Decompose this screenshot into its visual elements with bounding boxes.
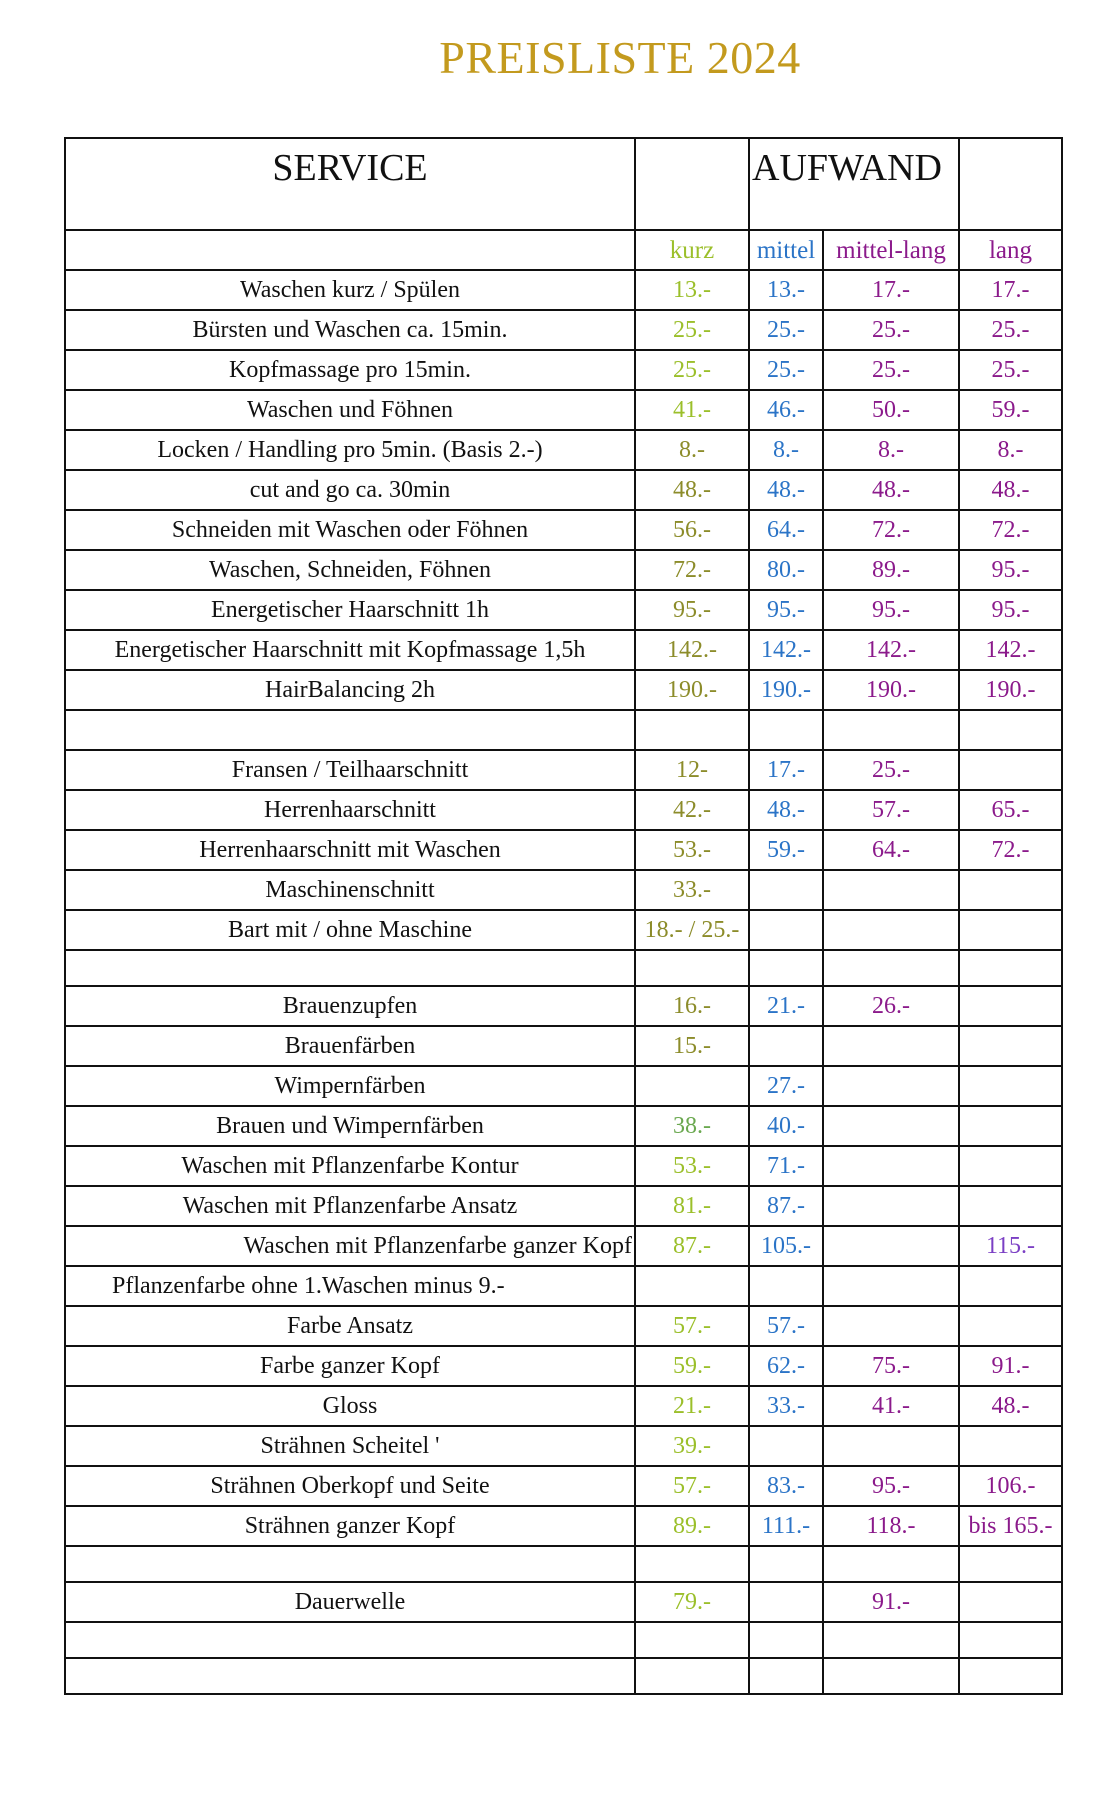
price-kurz: 25.- — [635, 350, 749, 390]
price-lang: 59.- — [959, 390, 1062, 430]
price-mittel: 57.- — [749, 1306, 823, 1346]
price-kurz: 13.- — [635, 270, 749, 310]
price-kurz — [635, 1266, 749, 1306]
price-mittel: 83.- — [749, 1466, 823, 1506]
column-header-mittel: mittel — [749, 230, 823, 270]
price-mittel-lang — [823, 1546, 959, 1582]
service-name: Brauen und Wimpernfärben — [65, 1106, 635, 1146]
price-mittel-lang: 75.- — [823, 1346, 959, 1386]
price-mittel — [749, 1658, 823, 1694]
price-mittel-lang: 118.- — [823, 1506, 959, 1546]
price-lang — [959, 710, 1062, 750]
price-lang: 142.- — [959, 630, 1062, 670]
price-lang: 95.- — [959, 550, 1062, 590]
service-name: Waschen und Föhnen — [65, 390, 635, 430]
table-row — [65, 910, 1062, 950]
price-kurz: 53.- — [635, 830, 749, 870]
price-mittel — [749, 1582, 823, 1622]
table-row — [65, 750, 1062, 790]
price-lang — [959, 1426, 1062, 1466]
price-kurz: 56.- — [635, 510, 749, 550]
aufwand-header: AUFWAND — [749, 138, 959, 230]
price-mittel-lang: 91.- — [823, 1582, 959, 1622]
service-name — [65, 1658, 635, 1694]
price-lang — [959, 950, 1062, 986]
table-row — [65, 870, 1062, 910]
table-row — [65, 1026, 1062, 1066]
price-kurz: 53.- — [635, 1146, 749, 1186]
table-row — [65, 590, 1062, 630]
table-row — [65, 390, 1062, 430]
price-mittel — [749, 710, 823, 750]
price-kurz: 57.- — [635, 1466, 749, 1506]
price-mittel — [749, 870, 823, 910]
price-lang — [959, 1622, 1062, 1658]
page-title: PREISLISTE 2024 — [439, 32, 801, 83]
price-mittel-lang: 57.- — [823, 790, 959, 830]
price-mittel-lang: 25.- — [823, 310, 959, 350]
table-row — [65, 986, 1062, 1026]
price-mittel-lang — [823, 1066, 959, 1106]
price-mittel — [749, 1266, 823, 1306]
price-mittel: 87.- — [749, 1186, 823, 1226]
price-kurz: 72.- — [635, 550, 749, 590]
price-mittel-lang: 190.- — [823, 670, 959, 710]
price-lang — [959, 910, 1062, 950]
price-kurz: 190.- — [635, 670, 749, 710]
price-lang: 17.- — [959, 270, 1062, 310]
price-lang: 72.- — [959, 510, 1062, 550]
price-mittel: 111.- — [749, 1506, 823, 1546]
price-lang — [959, 1106, 1062, 1146]
price-kurz — [635, 1546, 749, 1582]
price-mittel-lang — [823, 950, 959, 986]
price-mittel — [749, 910, 823, 950]
table-row — [65, 310, 1062, 350]
service-name: Fransen / Teilhaarschnitt — [65, 750, 635, 790]
table-row — [65, 1066, 1062, 1106]
table-row — [65, 470, 1062, 510]
price-mittel: 46.- — [749, 390, 823, 430]
price-kurz: 16.- — [635, 986, 749, 1026]
subheader-empty-cell — [65, 230, 635, 270]
price-mittel: 71.- — [749, 1146, 823, 1186]
service-name: Brauenfärben — [65, 1026, 635, 1066]
price-mittel-lang: 95.- — [823, 590, 959, 630]
price-lang: 48.- — [959, 1386, 1062, 1426]
price-mittel: 25.- — [749, 350, 823, 390]
price-kurz: 18.- / 25.- — [635, 910, 749, 950]
price-kurz: 48.- — [635, 470, 749, 510]
service-name: HairBalancing 2h — [65, 670, 635, 710]
price-mittel: 13.- — [749, 270, 823, 310]
price-lang — [959, 1658, 1062, 1694]
table-row — [65, 1506, 1062, 1546]
service-name: Bart mit / ohne Maschine — [65, 910, 635, 950]
price-mittel — [749, 1426, 823, 1466]
price-mittel-lang: 50.- — [823, 390, 959, 430]
price-mittel: 59.- — [749, 830, 823, 870]
price-kurz: 81.- — [635, 1186, 749, 1226]
service-name: Energetischer Haarschnitt mit Kopfmassage 1,5h — [65, 630, 635, 670]
spacer-row — [65, 1546, 1062, 1582]
price-mittel: 8.- — [749, 430, 823, 470]
table-row — [65, 1346, 1062, 1386]
service-name: Strähnen Scheitel ' — [65, 1426, 635, 1466]
price-kurz: 15.- — [635, 1026, 749, 1066]
price-mittel — [749, 950, 823, 986]
price-mittel-lang: 25.- — [823, 750, 959, 790]
price-lang: 190.- — [959, 670, 1062, 710]
table-row — [65, 1582, 1062, 1622]
price-lang: 72.- — [959, 830, 1062, 870]
spacer-row — [65, 950, 1062, 986]
price-kurz — [635, 1622, 749, 1658]
table-row — [65, 790, 1062, 830]
table-row — [65, 1386, 1062, 1426]
table-row — [65, 510, 1062, 550]
price-mittel: 142.- — [749, 630, 823, 670]
price-mittel: 95.- — [749, 590, 823, 630]
price-mittel: 190.- — [749, 670, 823, 710]
service-name: Strähnen Oberkopf und Seite — [65, 1466, 635, 1506]
price-mittel-lang: 41.- — [823, 1386, 959, 1426]
table-row — [65, 1186, 1062, 1226]
service-name — [65, 710, 635, 750]
price-mittel-lang: 142.- — [823, 630, 959, 670]
price-mittel-lang — [823, 1266, 959, 1306]
table-row — [65, 270, 1062, 310]
table-row — [65, 350, 1062, 390]
service-name: Herrenhaarschnitt — [65, 790, 635, 830]
price-mittel-lang: 26.- — [823, 986, 959, 1026]
price-kurz: 41.- — [635, 390, 749, 430]
table-row — [65, 1466, 1062, 1506]
price-mittel: 25.- — [749, 310, 823, 350]
price-mittel-lang — [823, 1622, 959, 1658]
price-kurz — [635, 950, 749, 986]
price-mittel: 48.- — [749, 470, 823, 510]
service-name: Brauenzupfen — [65, 986, 635, 1026]
price-lang — [959, 1146, 1062, 1186]
price-mittel-lang — [823, 710, 959, 750]
price-kurz: 89.- — [635, 1506, 749, 1546]
service-name: Strähnen ganzer Kopf — [65, 1506, 635, 1546]
service-name: Gloss — [65, 1386, 635, 1426]
price-table — [64, 137, 1063, 1695]
service-name — [65, 1622, 635, 1658]
table-row — [65, 630, 1062, 670]
price-mittel-lang — [823, 870, 959, 910]
price-lang: bis 165.- — [959, 1506, 1062, 1546]
table-row — [65, 1306, 1062, 1346]
price-kurz: 33.- — [635, 870, 749, 910]
service-name: Maschinenschnitt — [65, 870, 635, 910]
service-name: Herrenhaarschnitt mit Waschen — [65, 830, 635, 870]
price-lang: 95.- — [959, 590, 1062, 630]
table-row — [65, 830, 1062, 870]
column-header-row — [65, 230, 1062, 270]
price-mittel-lang — [823, 1226, 959, 1266]
price-mittel-lang — [823, 1658, 959, 1694]
price-mittel-lang — [823, 910, 959, 950]
price-mittel-lang — [823, 1306, 959, 1346]
price-lang — [959, 1582, 1062, 1622]
price-lang: 48.- — [959, 470, 1062, 510]
service-name — [65, 1546, 635, 1582]
price-mittel: 48.- — [749, 790, 823, 830]
service-name: Waschen, Schneiden, Föhnen — [65, 550, 635, 590]
price-kurz: 21.- — [635, 1386, 749, 1426]
service-name: Dauerwelle — [65, 1582, 635, 1622]
price-kurz: 8.- — [635, 430, 749, 470]
price-kurz: 25.- — [635, 310, 749, 350]
column-header-lang: lang — [959, 230, 1062, 270]
service-name: Kopfmassage pro 15min. — [65, 350, 635, 390]
price-kurz: 79.- — [635, 1582, 749, 1622]
table-row — [65, 550, 1062, 590]
table-row — [65, 1226, 1062, 1266]
price-mittel-lang — [823, 1426, 959, 1466]
price-lang: 106.- — [959, 1466, 1062, 1506]
spacer-row — [65, 710, 1062, 750]
service-name: Schneiden mit Waschen oder Föhnen — [65, 510, 635, 550]
price-mittel-lang: 8.- — [823, 430, 959, 470]
price-kurz: 42.- — [635, 790, 749, 830]
price-kurz: 39.- — [635, 1426, 749, 1466]
service-name: Farbe Ansatz — [65, 1306, 635, 1346]
price-lang — [959, 1186, 1062, 1226]
service-name: Waschen mit Pflanzenfarbe Ansatz — [65, 1186, 635, 1226]
service-name: Energetischer Haarschnitt 1h — [65, 590, 635, 630]
service-header: SERVICE — [65, 138, 635, 230]
price-mittel: 17.- — [749, 750, 823, 790]
price-mittel: 62.- — [749, 1346, 823, 1386]
price-kurz: 38.- — [635, 1106, 749, 1146]
price-kurz — [635, 710, 749, 750]
price-mittel: 33.- — [749, 1386, 823, 1426]
price-mittel-lang: 72.- — [823, 510, 959, 550]
service-name: cut and go ca. 30min — [65, 470, 635, 510]
service-name: Pflanzenfarbe ohne 1.Waschen minus 9.- — [65, 1266, 635, 1306]
price-lang: 25.- — [959, 310, 1062, 350]
price-lang: 91.- — [959, 1346, 1062, 1386]
price-lang — [959, 1266, 1062, 1306]
price-kurz: 57.- — [635, 1306, 749, 1346]
header-empty-cell — [959, 138, 1062, 230]
price-kurz: 142.- — [635, 630, 749, 670]
service-name: Waschen mit Pflanzenfarbe Kontur — [65, 1146, 635, 1186]
price-mittel-lang — [823, 1186, 959, 1226]
price-mittel: 21.- — [749, 986, 823, 1026]
price-mittel-lang — [823, 1026, 959, 1066]
price-mittel — [749, 1026, 823, 1066]
price-mittel-lang: 25.- — [823, 350, 959, 390]
price-mittel-lang: 17.- — [823, 270, 959, 310]
service-name: Bürsten und Waschen ca. 15min. — [65, 310, 635, 350]
price-mittel — [749, 1546, 823, 1582]
spacer-row — [65, 1622, 1062, 1658]
price-mittel-lang: 95.- — [823, 1466, 959, 1506]
price-kurz: 95.- — [635, 590, 749, 630]
service-name — [65, 950, 635, 986]
price-kurz: 12- — [635, 750, 749, 790]
header-row — [65, 138, 1062, 230]
price-lang — [959, 750, 1062, 790]
price-mittel-lang: 48.- — [823, 470, 959, 510]
price-lang: 8.- — [959, 430, 1062, 470]
price-mittel-lang: 64.- — [823, 830, 959, 870]
table-row — [65, 1146, 1062, 1186]
price-mittel: 27.- — [749, 1066, 823, 1106]
price-mittel: 64.- — [749, 510, 823, 550]
price-lang: 25.- — [959, 350, 1062, 390]
price-kurz: 87.- — [635, 1226, 749, 1266]
price-lang — [959, 870, 1062, 910]
table-row — [65, 1266, 1062, 1306]
price-lang — [959, 1026, 1062, 1066]
spacer-row — [65, 1658, 1062, 1694]
price-lang — [959, 1066, 1062, 1106]
price-lang — [959, 986, 1062, 1026]
service-name: Wimpernfärben — [65, 1066, 635, 1106]
price-mittel — [749, 1622, 823, 1658]
price-kurz — [635, 1658, 749, 1694]
price-mittel: 40.- — [749, 1106, 823, 1146]
service-name: Waschen mit Pflanzenfarbe ganzer Kopf — [65, 1226, 635, 1266]
table-row — [65, 1106, 1062, 1146]
table-row — [65, 670, 1062, 710]
table-row — [65, 430, 1062, 470]
price-lang: 65.- — [959, 790, 1062, 830]
price-mittel-lang — [823, 1146, 959, 1186]
service-name: Locken / Handling pro 5min. (Basis 2.-) — [65, 430, 635, 470]
column-header-mittel-lang: mittel-lang — [823, 230, 959, 270]
table-row — [65, 1426, 1062, 1466]
price-lang — [959, 1306, 1062, 1346]
price-lang — [959, 1546, 1062, 1582]
price-kurz: 59.- — [635, 1346, 749, 1386]
price-mittel-lang: 89.- — [823, 550, 959, 590]
price-kurz — [635, 1066, 749, 1106]
price-mittel: 80.- — [749, 550, 823, 590]
service-name: Waschen kurz / Spülen — [65, 270, 635, 310]
service-name: Farbe ganzer Kopf — [65, 1346, 635, 1386]
column-header-kurz: kurz — [635, 230, 749, 270]
price-mittel: 105.- — [749, 1226, 823, 1266]
price-mittel-lang — [823, 1106, 959, 1146]
price-lang: 115.- — [959, 1226, 1062, 1266]
header-empty-cell — [635, 138, 749, 230]
